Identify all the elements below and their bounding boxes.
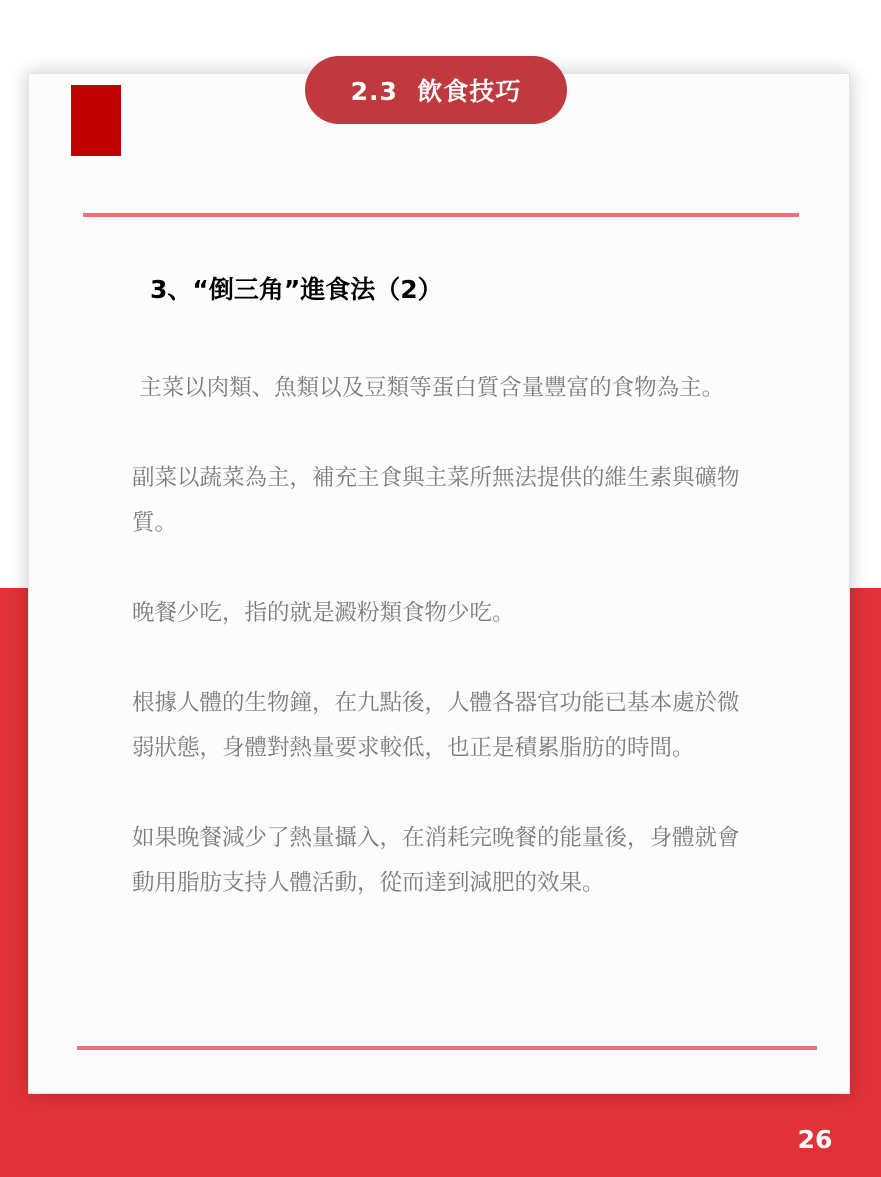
paragraph-gap <box>132 636 752 681</box>
body-text <box>132 366 752 906</box>
paragraph-gap <box>132 771 752 816</box>
section-title: 2.3 飲食技巧 <box>350 77 522 106</box>
decorative-red-block <box>71 85 121 156</box>
page-number: 26 <box>797 1125 833 1154</box>
paragraph: 如果晚餐減少了熱量攝入，在消耗完晚餐的能量後，身體就會動用脂肪支持人體活動，從而達到減肥的效果。 <box>132 825 740 896</box>
paragraph: 根據人體的生物鐘，在九點後，人體各器官功能已基本處於微弱狀態，身體對熱量要求較低，也正是積累脂肪的時間。 <box>132 690 740 761</box>
paragraph: 副菜以蔬菜為主，補充主食與主菜所無法提供的維生素與礦物質。 <box>132 465 740 536</box>
subtitle: 3、“倒三角”進食法（2） <box>150 275 443 304</box>
paragraph-gap <box>132 546 752 591</box>
section-title-pill <box>305 56 567 124</box>
paragraph: 晚餐少吃，指的就是澱粉類食物少吃。 <box>132 600 515 626</box>
top-divider <box>83 213 799 217</box>
paragraph-gap <box>132 411 752 456</box>
paragraph: 主菜以肉類、魚類以及豆類等蛋白質含量豐富的食物為主。 <box>132 375 725 401</box>
bottom-divider <box>77 1046 817 1050</box>
